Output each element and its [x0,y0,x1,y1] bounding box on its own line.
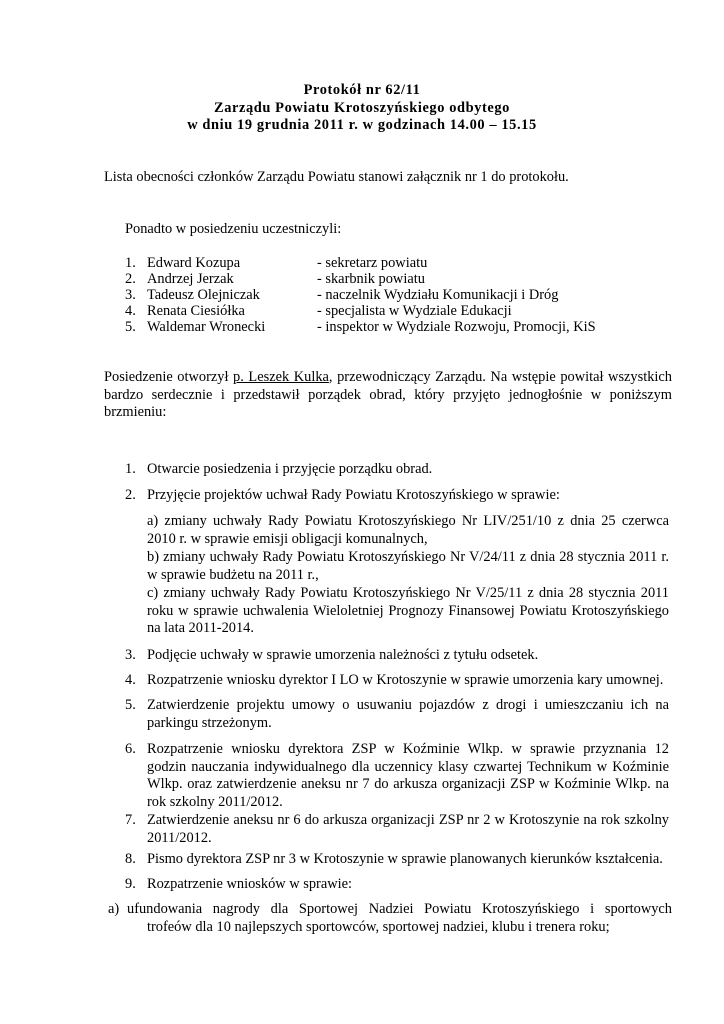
agenda-item-line: Zatwierdzenie projektu umowy o usuwaniu pojazdów z drogi i umieszczaniu ich na [147,697,669,713]
participant-name: Andrzej Jerzak [147,271,234,287]
participants-intro: Ponadto w posiedzeniu uczestniczyli: [125,221,342,237]
sub-item-a [127,901,672,936]
participant-num: 5. [125,319,136,335]
agenda-item: Pismo dyrektora ZSP nr 3 w Krotoszynie w sprawie planowanych kierunków kształcenia. [147,851,663,867]
agenda-subitem-line: 2010 r. w sprawie emisji obligacji komunalnych, [147,530,428,547]
agenda-subitem-line: w sprawie budżetu na 2011 r., [147,566,319,583]
agenda-item-number: 9. [125,876,136,892]
opening-line-2: bardzo serdecznie i przedstawił porządek obrad, który przyjęto jednogłośnie w poniższym [104,386,672,403]
participant-role: - skarbnik powiatu [317,271,425,287]
participant-role: - naczelnik Wydziału Komunikacji i Dróg [317,287,559,303]
agenda-item-line: rok szkolny 2011/2012. [147,793,283,810]
agenda-item: Otwarcie posiedzenia i przyjęcie porządku obrad. [147,461,433,477]
agenda-item [147,697,669,732]
sub-item-a-line: ufundowania nagrody dla Sportowej Nadziei Powiatu Krotoszyńskiego i sportowych [127,901,672,917]
opening-paragraph [104,369,672,422]
agenda-item: Rozpatrzenie wniosku dyrektor I LO w Krotoszynie w sprawie umorzenia kary umownej. [147,672,664,688]
participant-num: 3. [125,287,136,303]
participant-num: 2. [125,271,136,287]
agenda-item-number: 7. [125,812,136,828]
agenda-item-number: 5. [125,697,136,713]
title-line-2: Zarządu Powiatu Krotoszyńskiego odbytego [214,99,510,116]
participant-name: Edward Kozupa [147,255,241,271]
agenda-item-number: 8. [125,851,136,867]
sub-item-a-line: trofeów dla 10 najlepszych sportowców, sportowej nadziei, klubu i trenera roku; [147,918,610,935]
sub-item-a-label: a) [108,901,120,917]
agenda-item-number: 3. [125,647,136,663]
attendance-note: Lista obecności członków Zarządu Powiatu stanowi załącznik nr 1 do protokołu. [104,169,569,185]
participant-num: 1. [125,255,136,271]
agenda-subitem-b [147,549,669,584]
agenda-subitem-line: a) zmiany uchwały Rady Powiatu Krotoszyńskiego Nr LIV/251/10 z dnia 25 czerwca [147,513,669,529]
opening-pre: Posiedzenie otworzył [104,369,234,385]
participant-role: - sekretarz powiatu [317,255,428,271]
agenda-item: Rozpatrzenie wniosków w sprawie: [147,876,353,892]
participant-role: - specjalista w Wydziale Edukacji [317,303,512,319]
document-title [0,82,724,135]
agenda-subitem-line: c) zmiany uchwały Rady Powiatu Krotoszyńskiego Nr V/25/11 z dnia 28 stycznia 2011 [147,585,669,601]
agenda-item-number: 4. [125,672,136,688]
agenda-item-line: Zatwierdzenie aneksu nr 6 do arkusza organizacji ZSP nr 2 w Krotoszynie na rok szkolny [147,812,669,828]
agenda-item-line: Rozpatrzenie wniosku dyrektora ZSP w Koźminie Wlkp. w sprawie przyznania 12 [147,741,669,757]
participant-num: 4. [125,303,136,319]
participant-name: Tadeusz Olejniczak [147,287,260,303]
agenda-item-number: 6. [125,741,136,757]
participant-name: Renata Ciesiółka [147,303,245,319]
agenda-item-line: parkingu strzeżonym. [147,714,272,731]
agenda-item-line: 2011/2012. [147,829,212,846]
agenda-subitem-a [147,513,669,548]
agenda-item-line: Wlkp. oraz zatwierdzenie aneksu nr 7 do arkusza organizacji ZSP w Koźminie Wlkp. na [147,776,669,793]
agenda-item: Przyjęcie projektów uchwał Rady Powiatu Krotoszyńskiego w sprawie: [147,487,560,503]
agenda-subitem-line: b) zmiany uchwały Rady Powiatu Krotoszyńskiego Nr V/24/11 z dnia 28 stycznia 2011 r. [147,549,669,565]
agenda-subitem-line: na lata 2011-2014. [147,620,254,637]
opening-line-1 [104,369,672,387]
title-line-1: Protokół nr 62/11 [303,82,421,98]
agenda-item-number: 1. [125,461,136,477]
title-line-3: w dniu 19 grudnia 2011 r. w godzinach 14.00 – 15.15 [187,117,537,134]
participant-name: Waldemar Wronecki [147,319,266,335]
opening-post: , przewodniczący Zarządu. Na wstępie powitał wszystkich [328,369,672,385]
agenda-item-number: 2. [125,487,136,503]
agenda-item-line: godzin nauczania indywidualnego dla uczennicy klasy czwartej Technikum w Koźminie [147,758,669,775]
opening-line-3: brzmieniu: [104,404,167,421]
participant-role: - inspektor w Wydziale Rozwoju, Promocji, KiS [317,319,596,335]
agenda-subitem-c [147,585,669,638]
agenda-item [147,741,669,811]
agenda-item [147,812,669,847]
chairman-name: p. Leszek Kulka [233,369,329,385]
agenda-subitem-line: roku w sprawie uchwalenia Wieloletniej Prognozy Finansowej Powiatu Krotoszyńskiego [147,602,669,619]
agenda-item: Podjęcie uchwały w sprawie umorzenia należności z tytułu odsetek. [147,647,539,663]
